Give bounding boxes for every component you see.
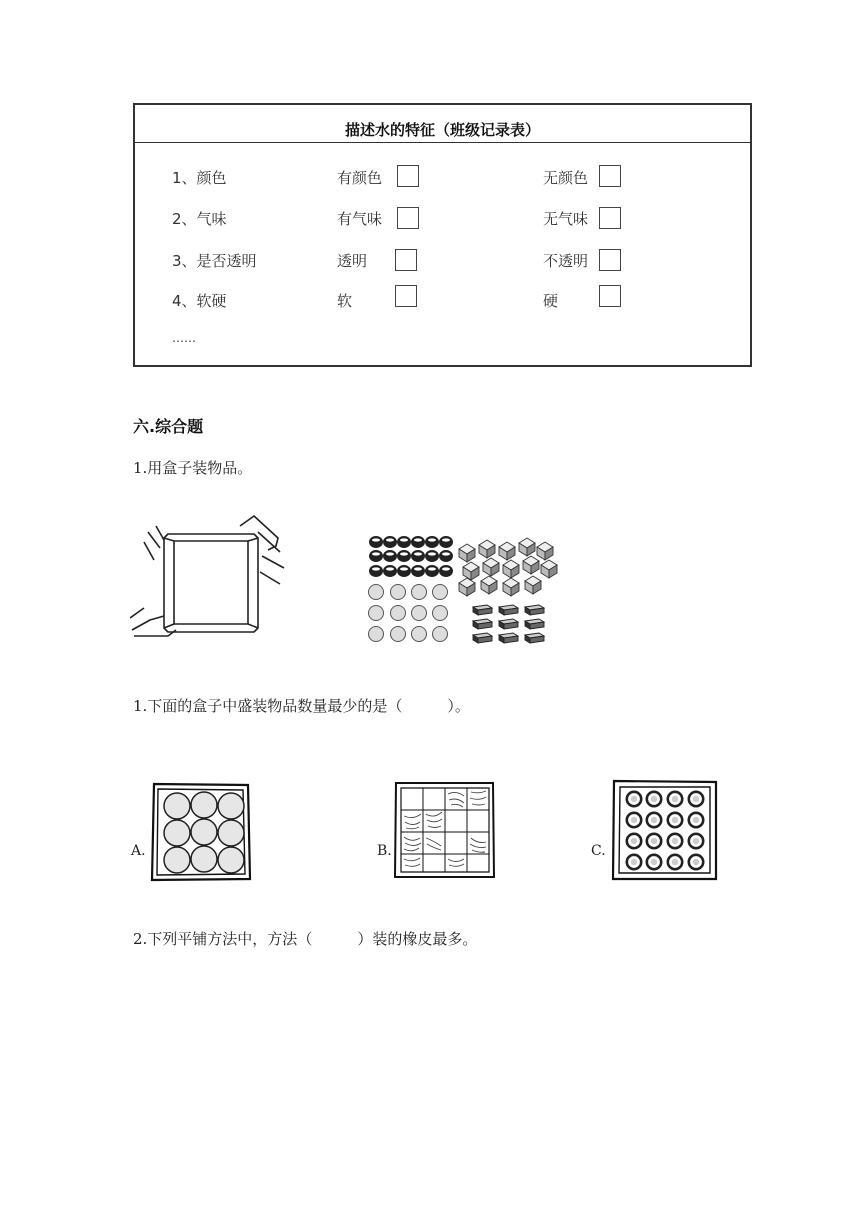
option-b-label[interactable]: B. [377, 843, 392, 859]
table-divider [135, 142, 750, 143]
checkbox-no-color[interactable] [599, 165, 621, 187]
option-no-color: 无颜色 [543, 169, 589, 187]
option-has-color: 有颜色 [337, 169, 383, 187]
question-2: 2.下列平铺方法中，方法（ ）装的橡皮最多。 [133, 930, 478, 948]
question-1: 1.下面的盒子中盛装物品数量最少的是（ ）。 [133, 697, 470, 715]
checkbox-has-smell[interactable] [397, 207, 419, 229]
option-soft: 软 [337, 292, 353, 310]
row-item-color: 1、颜色 [172, 169, 227, 187]
checkbox-hard[interactable] [599, 285, 621, 307]
objects-illustration [363, 535, 559, 647]
option-no-smell: 无气味 [543, 210, 589, 228]
option-not-transparent: 不透明 [543, 252, 589, 270]
box-option-c-image[interactable] [610, 778, 720, 882]
row-item-smell: 2、气味 [172, 210, 227, 228]
record-table [133, 103, 752, 367]
row-item-hardness: 4、软硬 [172, 292, 227, 310]
section-title: 六.综合题 [133, 417, 204, 436]
option-has-smell: 有气味 [337, 210, 383, 228]
option-c-label[interactable]: C. [591, 843, 606, 859]
option-a-label[interactable]: A. [131, 843, 146, 859]
checkbox-not-transparent[interactable] [599, 249, 621, 271]
question-main: 1.用盒子装物品。 [133, 459, 253, 477]
checkbox-soft[interactable] [395, 285, 417, 307]
row-item-transparency: 3、是否透明 [172, 252, 257, 270]
empty-box-illustration [130, 512, 290, 644]
record-table-title: 描述水的特征（班级记录表） [344, 121, 540, 139]
option-hard: 硬 [543, 292, 559, 310]
checkbox-transparent[interactable] [395, 249, 417, 271]
table-ellipsis: …… [172, 331, 196, 345]
checkbox-has-color[interactable] [397, 165, 419, 187]
checkbox-no-smell[interactable] [599, 207, 621, 229]
option-transparent: 透明 [337, 252, 368, 270]
box-option-b-image[interactable] [393, 780, 497, 880]
box-option-a-image[interactable] [149, 781, 253, 883]
